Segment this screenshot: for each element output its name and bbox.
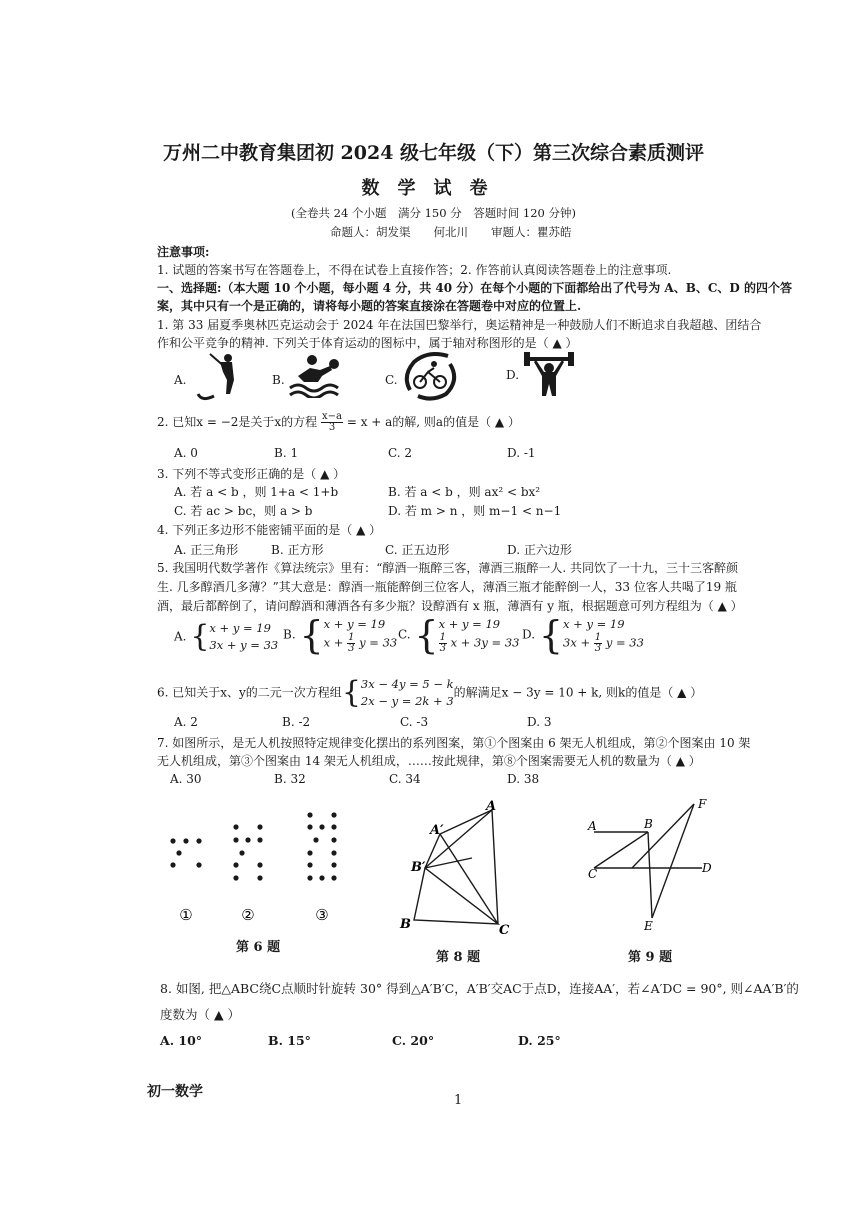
question-7-line-2: 无人机组成，第③个图案由 14 架无人机组成，……按此规律，第⑧个图案需要无人机的数量为（ ▲ ） bbox=[157, 754, 701, 768]
equation-brace: { bbox=[299, 613, 324, 657]
question-7-line-1: 7. 如图所示，是无人机按照特定规律变化摆出的系列图案，第①个图案由 6 架无人机组成，第②个图案由 10 架 bbox=[157, 736, 751, 750]
q8-option-d: D. 25° bbox=[518, 1033, 561, 1048]
point-label: A′ bbox=[430, 823, 444, 838]
equation-line: x + y = 19 bbox=[209, 621, 271, 635]
q3-option-c: C. 若 ac > bc，则 a > b bbox=[174, 504, 313, 518]
equation-line bbox=[563, 633, 644, 654]
point-label: B bbox=[644, 817, 653, 831]
equation-part: y = 33 bbox=[359, 635, 398, 650]
figure-9-caption: 第 9 题 bbox=[628, 950, 673, 965]
equation-system bbox=[324, 616, 398, 654]
page-subtitle: 数学试卷 bbox=[361, 178, 506, 199]
option-letter: C. bbox=[398, 627, 411, 642]
q8-option-c: C. 20° bbox=[392, 1033, 435, 1048]
q5-option-d bbox=[522, 613, 644, 657]
pattern-1 bbox=[170, 838, 201, 867]
question-5-line-3: 酒，最后都醉倒了，请问醇酒和薄酒各有多少瓶？设醇酒有 x 瓶，薄酒有 y 瓶，根据题意可列方程组为（ ▲ ） bbox=[157, 599, 743, 613]
q4-option-a: A. 正三角形 bbox=[174, 543, 239, 557]
fraction bbox=[347, 633, 355, 654]
q7-option-a: A. 30 bbox=[170, 772, 202, 786]
equation-part: x + 3y = 33 bbox=[450, 635, 520, 650]
fraction-numerator: 1 bbox=[439, 632, 446, 643]
page-title: 万州二中教育集团初 2024 级七年级（下）第三次综合素质测评 bbox=[162, 142, 705, 164]
option-letter: D. bbox=[522, 627, 536, 642]
q7-option-d: D. 38 bbox=[507, 772, 540, 786]
equation-line bbox=[439, 633, 520, 654]
equation-part: y = 33 bbox=[605, 635, 644, 650]
q2-option-d: D. -1 bbox=[507, 446, 536, 460]
point-label: C bbox=[499, 923, 510, 938]
fraction-denominator: 3 bbox=[328, 422, 336, 433]
point-label: C bbox=[588, 867, 598, 881]
q8-option-a: A. 10° bbox=[160, 1033, 203, 1048]
q6-option-b: B. -2 bbox=[282, 715, 311, 729]
question-6-stem-end: 的解满足x − 3y = 10 + k, 则k的值是（ ▲ ） bbox=[453, 685, 703, 700]
question-8-line-2: 度数为（ ▲ ） bbox=[160, 1007, 241, 1022]
pattern-label-3: ③ bbox=[315, 906, 329, 924]
equation-system bbox=[209, 620, 278, 654]
q6-option-a: A. 2 bbox=[174, 715, 198, 729]
q3-option-b: B. 若 a < b ，则 ax² < bx² bbox=[388, 485, 541, 499]
equation-line: x + y = 19 bbox=[563, 617, 625, 631]
pattern-label-1: ① bbox=[179, 906, 193, 924]
question-1-line-2: 作和公平竞争的精神. 下列关于体育运动的图标中，属于轴对称图形的是（ ▲ ） bbox=[157, 336, 578, 350]
q1-option-c: C. bbox=[385, 373, 398, 387]
q3-option-d: D. 若 m > n ，则 m−1 < n−1 bbox=[388, 504, 562, 518]
question-8-line-1: 8. 如图, 把△ABC绕C点顺时针旋转 30° 得到△A′B′C，A′B′交AC于点D，连接AA′，若∠A′DC = 90°, 则∠AA′B′的 bbox=[160, 981, 799, 996]
equation-part: x + bbox=[323, 635, 344, 650]
equation-line: 2x − y = 2k + 3 bbox=[360, 694, 454, 708]
pattern-2 bbox=[233, 824, 262, 880]
equation-brace: { bbox=[414, 613, 439, 657]
question-5-line-1: 5. 我国明代数学著作《算法统宗》里有：“醇酒一瓶醉三客，薄酒三瓶醉一人. 共同饮了一十九，三十三客醉颜 bbox=[157, 561, 739, 575]
point-label: D bbox=[702, 861, 712, 875]
q5-option-b bbox=[283, 613, 398, 657]
equation-brace: { bbox=[538, 613, 564, 657]
fraction-denominator: 3 bbox=[594, 643, 602, 654]
weightlifting-icon bbox=[522, 348, 576, 400]
exam-info: (全卷共 24 个小题 满分 150 分 答题时间 120 分钟) bbox=[291, 206, 576, 220]
triangle-rotation-figure bbox=[394, 798, 524, 938]
question-2 bbox=[157, 412, 520, 433]
q5-option-c bbox=[398, 613, 520, 657]
fraction bbox=[594, 633, 602, 654]
q8-option-b: B. 15° bbox=[268, 1033, 311, 1048]
equation-line: 3x + y = 33 bbox=[209, 638, 279, 652]
question-4: 4. 下列正多边形不能密铺平面的是（ ▲ ） bbox=[157, 523, 382, 537]
q7-option-c: C. 34 bbox=[389, 772, 421, 786]
equation-line bbox=[324, 633, 398, 654]
q1-option-b: B. bbox=[272, 373, 285, 387]
point-label: B′ bbox=[411, 860, 426, 875]
q3-option-a: A. 若 a < b ，则 1+a < 1+b bbox=[174, 485, 339, 499]
q1-option-d: D. bbox=[506, 368, 520, 382]
q6-option-c: C. -3 bbox=[400, 715, 429, 729]
equation-line: x + y = 19 bbox=[438, 617, 501, 631]
fraction-numerator: 1 bbox=[594, 632, 602, 643]
q4-option-b: B. 正方形 bbox=[271, 543, 324, 557]
notice-heading: 注意事项: bbox=[157, 245, 210, 259]
fraction-denominator: 3 bbox=[439, 643, 446, 654]
point-label: A bbox=[486, 799, 497, 814]
cycling-icon bbox=[398, 350, 462, 402]
equation-system bbox=[439, 616, 520, 654]
golfer-icon bbox=[196, 350, 242, 402]
q2-option-c: C. 2 bbox=[388, 446, 413, 460]
exam-authors: 命题人：胡发渠 何北川 审题人：瞿苏皓 bbox=[330, 225, 572, 239]
section-instructions: 一、选择题:（本大题 10 个小题，每小题 4 分，共 40 分）在每个小题的下面都给出了代号为 A、B、C、D 的四个答 bbox=[157, 281, 793, 295]
page-number: 1 bbox=[454, 1093, 463, 1108]
q4-option-c: C. 正五边形 bbox=[385, 543, 450, 557]
point-label: B bbox=[400, 917, 411, 932]
q7-option-b: B. 32 bbox=[274, 772, 306, 786]
question-6 bbox=[157, 676, 702, 710]
pattern-label-2: ② bbox=[241, 906, 255, 924]
equation-line: x + y = 19 bbox=[323, 617, 386, 631]
figure-6-caption: 第 6 题 bbox=[236, 940, 281, 955]
question-5-line-2: 生. 几多醇酒几多薄？”其大意是：醇酒一瓶能醉倒三位客人，薄酒三瓶才能醉倒一人，33 位客人共喝了19 瓶 bbox=[157, 580, 737, 594]
q2-option-b: B. 1 bbox=[274, 446, 299, 460]
question-2-fraction bbox=[321, 412, 343, 433]
equation-system bbox=[361, 676, 454, 710]
fraction-denominator: 3 bbox=[348, 643, 355, 654]
question-2-stem-start: 2. 已知x = −2是关于x的方程 bbox=[157, 415, 318, 429]
notice-line: 1. 试题的答案书写在答题卷上，不得在试卷上直接作答；2. 作答前认真阅读答题卷上的注意事项. bbox=[157, 263, 672, 277]
equation-brace: { bbox=[190, 619, 210, 654]
water-polo-icon bbox=[288, 354, 344, 398]
q1-option-a: A. bbox=[174, 373, 187, 387]
question-1-line-1: 1. 第 33 届夏季奥林匹克运动会于 2024 年在法国巴黎举行，奥运精神是一种鼓励人们不断追求自我超越、团结合 bbox=[157, 318, 762, 332]
figure-8-caption: 第 8 题 bbox=[436, 950, 481, 965]
equation-line: 3x − 4y = 5 − k bbox=[360, 677, 454, 691]
pattern-3 bbox=[307, 812, 336, 880]
question-3: 3. 下列不等式变形正确的是（ ▲ ） bbox=[157, 467, 346, 481]
option-letter: A. bbox=[174, 629, 187, 644]
question-2-stem-end: = x + a的解, 则a的值是（ ▲ ） bbox=[346, 415, 520, 429]
option-letter: B. bbox=[283, 627, 296, 642]
equation-system bbox=[563, 616, 644, 654]
footer-subject: 初一数学 bbox=[147, 1084, 203, 1100]
fraction-numerator: 1 bbox=[348, 632, 355, 643]
fraction bbox=[439, 633, 447, 654]
q5-option-a bbox=[174, 620, 278, 654]
q6-option-d: D. 3 bbox=[527, 715, 552, 729]
fraction-numerator: x−a bbox=[322, 411, 342, 422]
equation-part: 3x + bbox=[563, 635, 591, 650]
q4-option-d: D. 正六边形 bbox=[507, 543, 572, 557]
point-label: A bbox=[588, 819, 597, 833]
parallel-lines-figure bbox=[580, 794, 720, 934]
question-6-stem-start: 6. 已知关于x、y的二元一次方程组 bbox=[157, 685, 342, 700]
q2-option-a: A. 0 bbox=[174, 446, 198, 460]
point-label: F bbox=[698, 797, 707, 811]
equation-brace: { bbox=[341, 675, 361, 710]
section-instructions-2: 案，其中只有一个是正确的，请将每小题的答案直接涂在答题卷中对应的位置上. bbox=[157, 299, 582, 313]
point-label: E bbox=[644, 919, 653, 933]
